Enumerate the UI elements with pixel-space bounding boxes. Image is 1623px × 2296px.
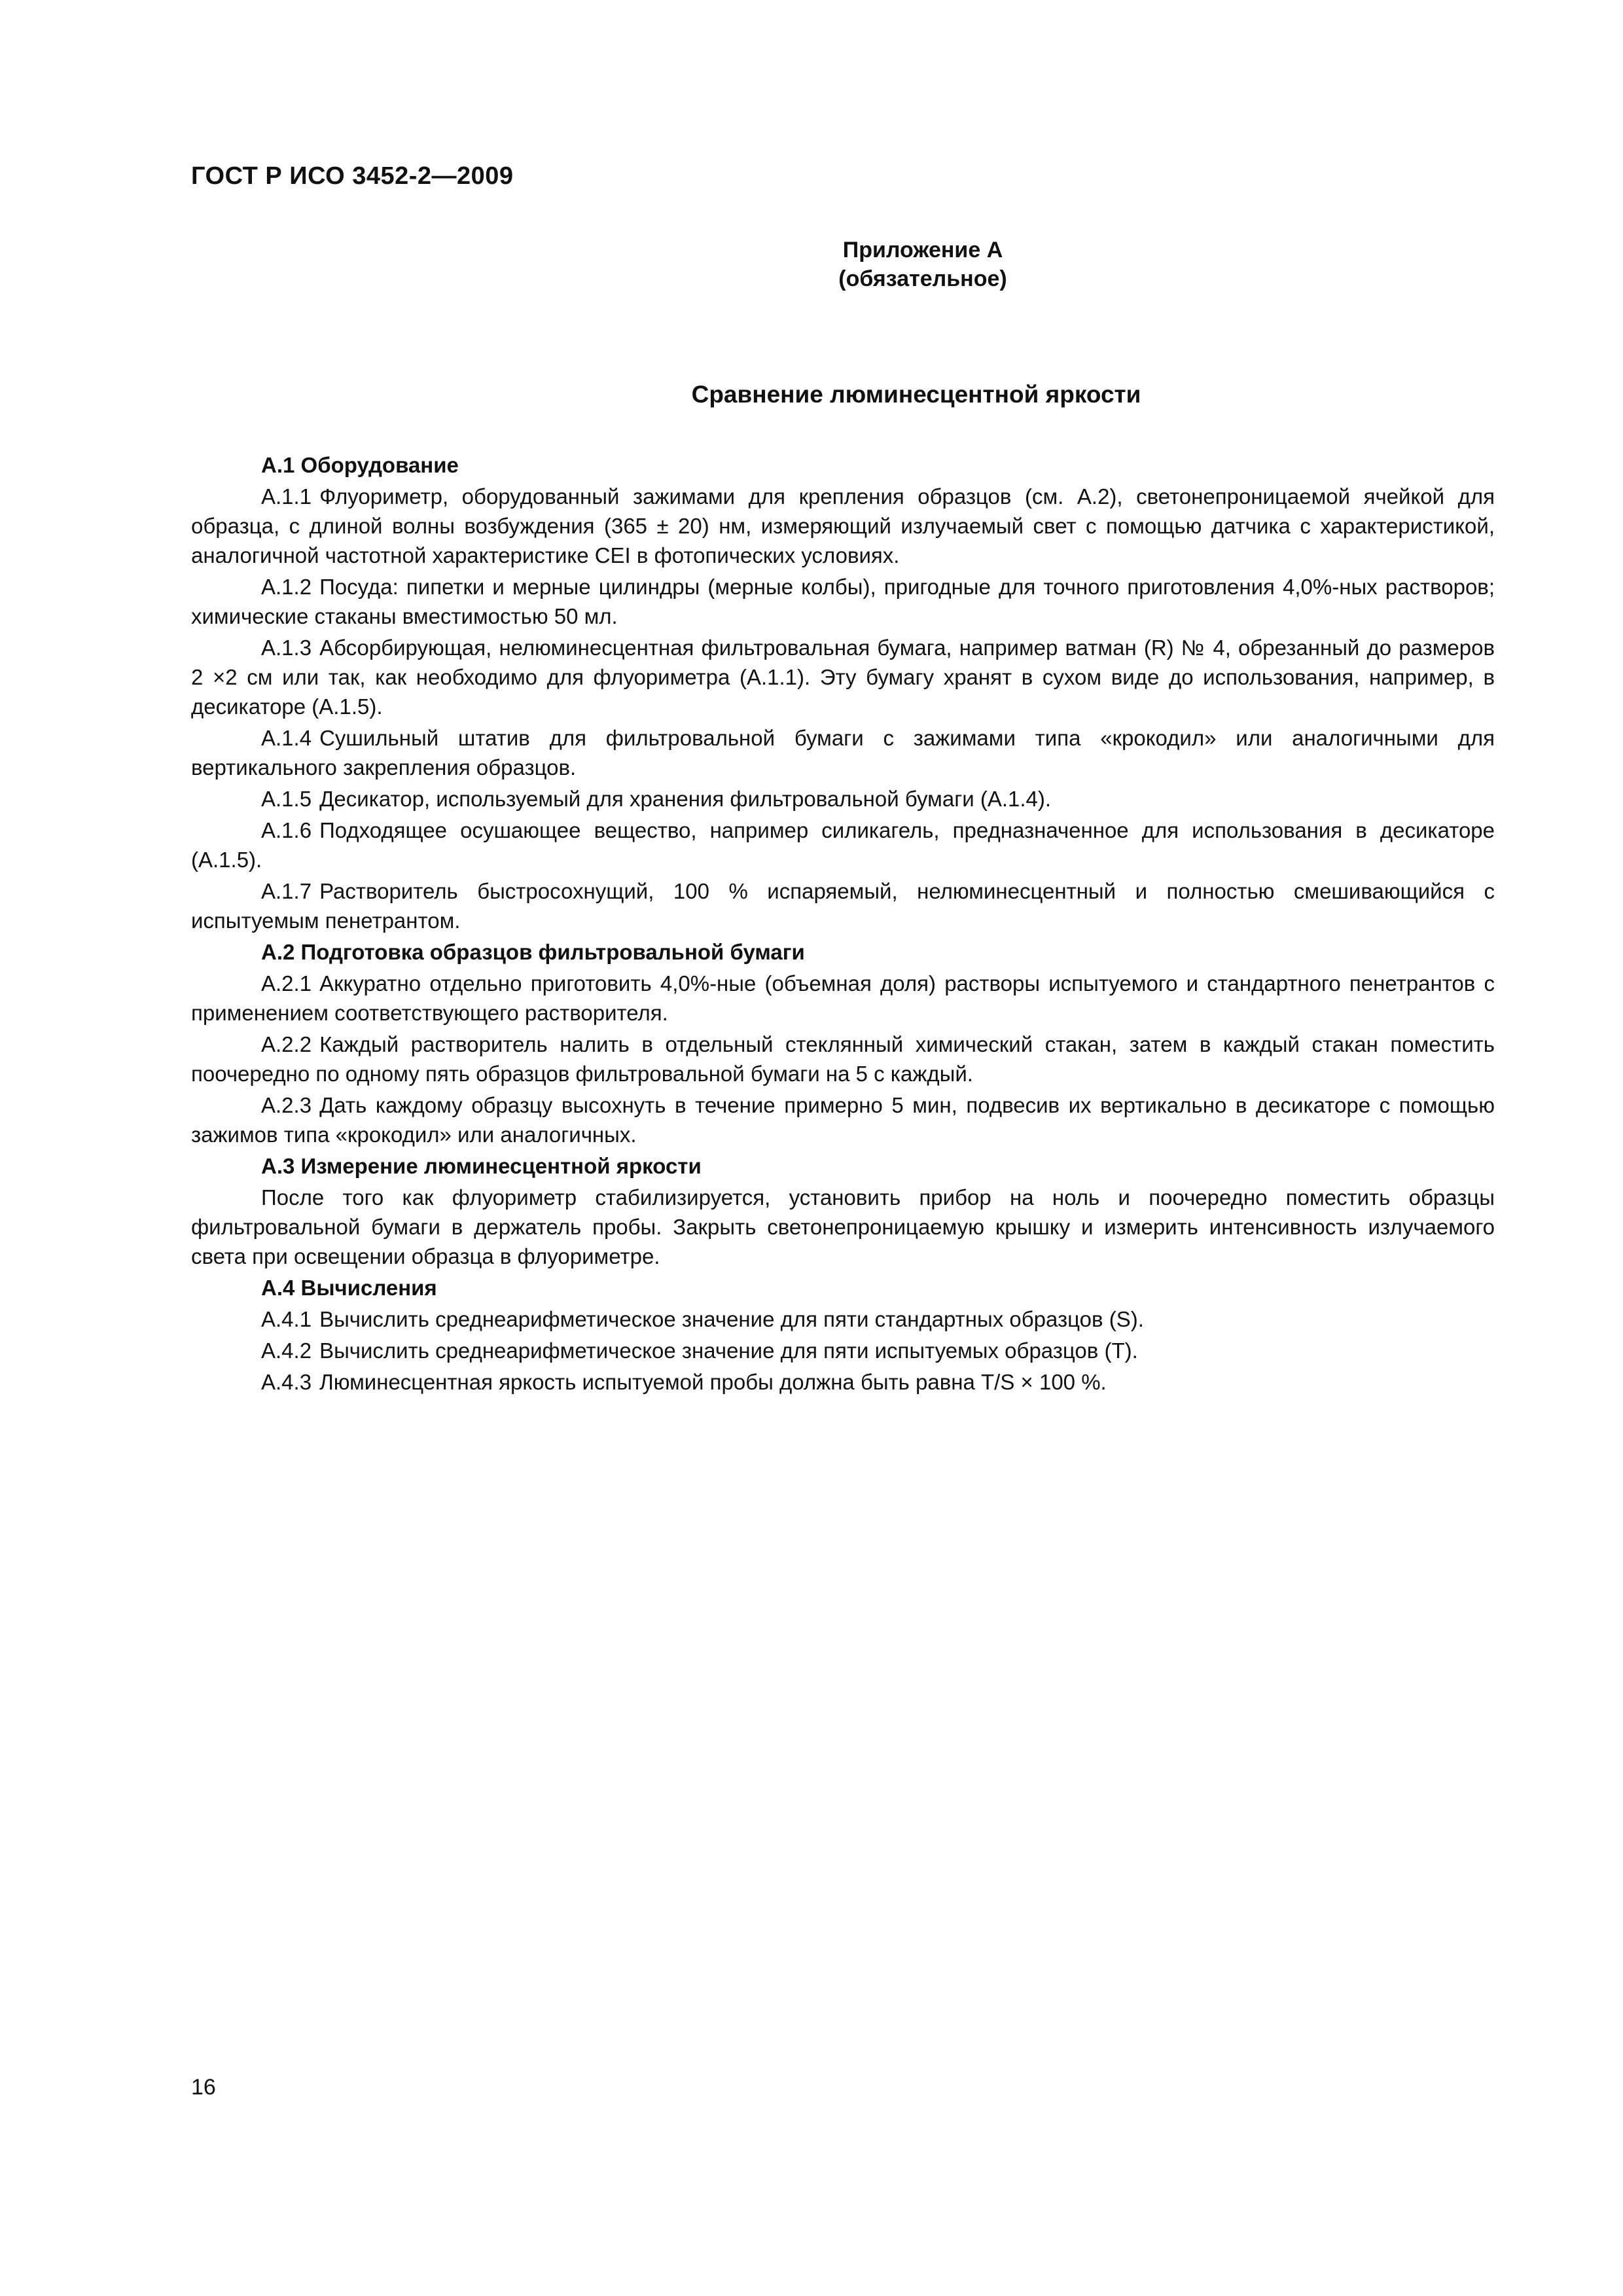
- paragraph: [191, 1367, 1495, 1397]
- paragraph-text: После того как флуориметр стабилизируется, установить прибор на ноль и поочередно поместить образцы фильтровальной бумаги в держатель пробы. Закрыть светонепроницаемую крышку и измерить интенсивность излучаемого света при освещении образца в флуориметре.: [191, 1185, 1495, 1268]
- paragraph-number: А.1.2: [261, 575, 312, 599]
- paragraph-text: Сушильный штатив для фильтровальной бумаги с зажимами типа «крокодил» или аналогичными для вертикального закрепления образцов.: [191, 726, 1495, 780]
- paragraph-text: Вычислить среднеарифметическое значение для пяти стандартных образцов (S).: [319, 1307, 1144, 1331]
- paragraph-number: А.4.3: [261, 1370, 312, 1394]
- paragraph-number: А.1.4: [261, 726, 312, 750]
- document-title: Сравнение люминесцентной яркости: [691, 381, 1141, 408]
- paragraph-number: А.1.1: [261, 484, 312, 509]
- paragraph-number: А.1.7: [261, 879, 312, 903]
- section-heading: А.1 Оборудование: [261, 453, 459, 477]
- paragraph-number: А.2.2: [261, 1032, 312, 1056]
- paragraph: [191, 784, 1495, 814]
- paragraph: [191, 816, 1495, 874]
- section-a2: [191, 937, 1495, 1149]
- paragraph-text: Дать каждому образцу высохнуть в течение примерно 5 мин, подвесив их вертикально в десикаторе с помощью зажимов типа «крокодил» или аналогичных.: [191, 1093, 1495, 1147]
- section-heading: А.4 Вычисления: [261, 1276, 437, 1300]
- paragraph: [191, 1304, 1495, 1334]
- paragraph-number: А.1.5: [261, 787, 312, 811]
- paragraph-text: Люминесцентная яркость испытуемой пробы должна быть равна T/S × 100 %.: [319, 1370, 1107, 1394]
- paragraph-number: А.4.2: [261, 1338, 312, 1363]
- paragraph: [191, 876, 1495, 935]
- paragraph: [191, 482, 1495, 570]
- standard-code-header: ГОСТ Р ИСО 3452-2—2009: [191, 162, 514, 190]
- paragraph: [191, 1183, 1495, 1271]
- section-a3: [191, 1151, 1495, 1271]
- paragraph: [191, 633, 1495, 721]
- paragraph-text: Аккуратно отдельно приготовить 4,0%-ные (объемная доля) растворы испытуемого и стандартного пенетрантов с применением соответствующего растворителя.: [191, 971, 1495, 1025]
- section-heading: А.3 Измерение люминесцентной яркости: [261, 1154, 702, 1178]
- paragraph-text: Каждый растворитель налить в отдельный стеклянный химический стакан, затем в каждый стакан поместить поочередно по одному пять образцов фильтровальной бумаги на 5 с каждый.: [191, 1032, 1495, 1086]
- annex-title: Приложение А: [842, 238, 1003, 262]
- paragraph-text: Растворитель быстросохнущий, 100 % испаряемый, нелюминесцентный и полностью смешивающийся с испытуемым пенетрантом.: [191, 879, 1495, 933]
- section-a4: [191, 1273, 1495, 1397]
- paragraph: [191, 572, 1495, 631]
- paragraph-number: А.2.1: [261, 971, 312, 996]
- page-number: 16: [191, 2075, 216, 2100]
- paragraph-text: Вычислить среднеарифметическое значение для пяти испытуемых образцов (Т).: [319, 1338, 1138, 1363]
- paragraph-text: Флуориметр, оборудованный зажимами для крепления образцов (см. А.2), светонепроницаемой ячейкой для образца, с длиной волны возбуждения (365 ± 20) нм, измеряющий излучаемый свет с помощью датчика с характеристикой, аналогичной частотной характеристике CEI в фотопических условиях.: [191, 484, 1495, 567]
- paragraph: [191, 723, 1495, 782]
- annex-status: (обязательное): [838, 266, 1007, 291]
- paragraph-number: А.2.3: [261, 1093, 312, 1117]
- paragraph-text: Подходящее осушающее вещество, например силикагель, предназначенное для использования в десикаторе (А.1.5).: [191, 818, 1495, 872]
- section-a1: [191, 450, 1495, 935]
- paragraph: [191, 1030, 1495, 1088]
- paragraph: [191, 1336, 1495, 1365]
- paragraph-text: Десикатор, используемый для хранения фильтровальной бумаги (А.1.4).: [319, 787, 1052, 811]
- paragraph: [191, 969, 1495, 1028]
- paragraph-number: А.4.1: [261, 1307, 312, 1331]
- paragraph: [191, 1090, 1495, 1149]
- section-heading: А.2 Подготовка образцов фильтровальной бумаги: [261, 940, 805, 964]
- paragraph-text: Абсорбирующая, нелюминесцентная фильтровальная бумага, например ватман (R) № 4, обрезанный до размеров 2 ×2 см или так, как необходимо для флуориметра (А.1.1). Эту бумагу хранят в сухом виде до использования, например, в десикаторе (А.1.5).: [191, 636, 1495, 719]
- paragraph-text: Посуда: пипетки и мерные цилиндры (мерные колбы), пригодные для точного приготовления 4,0%-ных растворов; химические стаканы вместимостью 50 мл.: [191, 575, 1495, 628]
- document-body: [191, 450, 1495, 1399]
- paragraph-number: А.1.6: [261, 818, 312, 842]
- paragraph-number: А.1.3: [261, 636, 312, 660]
